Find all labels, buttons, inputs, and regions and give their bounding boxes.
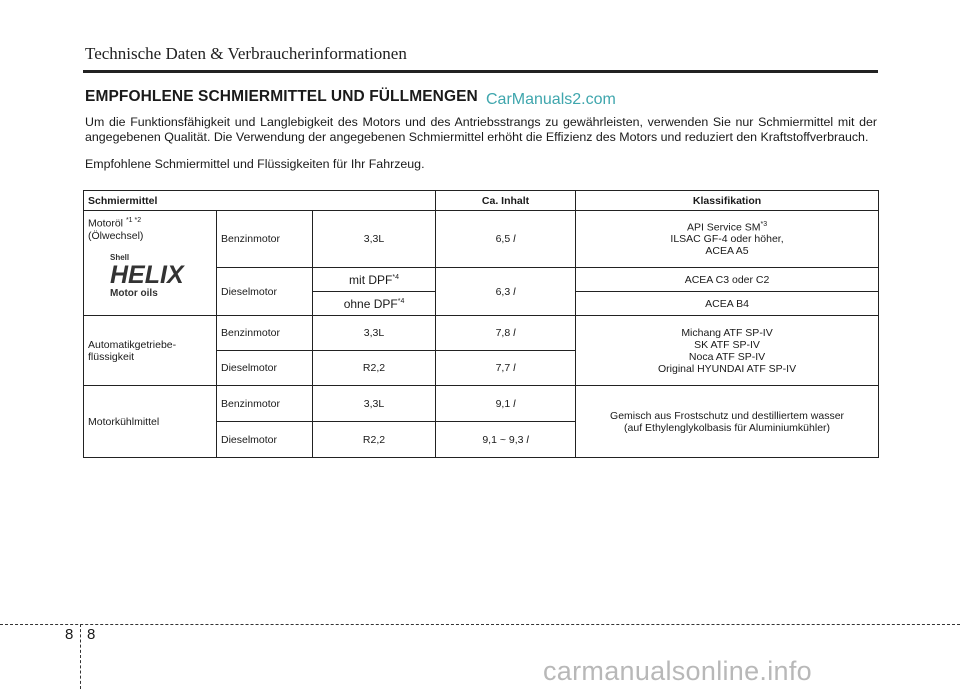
header-rule (83, 70, 878, 73)
section-title: EMPFOHLENE SCHMIERMITTEL UND FÜLLMENGEN (85, 88, 478, 105)
footer-divider (80, 624, 81, 689)
engine-oil-diesel-capacity: 6,3 l (436, 268, 576, 316)
watermark-top: CarManuals2.com (486, 91, 616, 108)
coolant-diesel-capacity: 9,1 ~ 9,3 l (436, 422, 576, 458)
header-lubricant: Schmiermittel (84, 191, 436, 211)
engine-oil-diesel-engine: Dieselmotor (217, 268, 313, 316)
shell-helix-logo (88, 250, 188, 300)
coolant-gasoline-capacity: 9,1 l (436, 386, 576, 422)
atf-diesel-engine: Dieselmotor (217, 351, 313, 386)
intro-paragraph: Um die Funktionsfähigkeit und Langlebigkeit des Motors und des Antriebsstrangs zu gewährleisten, verwenden Sie nur Schmiermittel mit der angegebenen Qualität. Die Verwendung der angegebenen Schmiermittel erhöht die Effizienz des Motors und reduziert den Kraftstoffverbrauch. (85, 115, 877, 144)
page-header-title: Technische Daten & Verbraucherinformationen (85, 44, 407, 63)
table-header-row (84, 191, 879, 211)
coolant-class: Gemisch aus Frostschutz und destilliertem wasser (auf Ethylenglykolbasis für Aluminiumkühler) (576, 386, 879, 458)
coolant-label: Motorkühlmittel (84, 386, 217, 458)
atf-gasoline-capacity: 7,8 l (436, 316, 576, 351)
coolant-gasoline-engine: Benzinmotor (217, 386, 313, 422)
lubricant-table (83, 190, 879, 458)
engine-oil-gasoline-engine: Benzinmotor (217, 211, 313, 268)
atf-label: Automatikgetriebe- flüssigkeit (84, 316, 217, 386)
coolant-diesel-engine: Dieselmotor (217, 422, 313, 458)
atf-gasoline-engine: Benzinmotor (217, 316, 313, 351)
engine-oil-dpf-without-class: ACEA B4 (576, 292, 879, 316)
table-row (84, 316, 879, 351)
coolant-diesel-size: R2,2 (313, 422, 436, 458)
engine-oil-cell (84, 211, 217, 316)
coolant-gasoline-size: 3,3L (313, 386, 436, 422)
page-number: 8 (87, 626, 96, 643)
table-row (84, 386, 879, 422)
atf-class: Michang ATF SP-IV SK ATF SP-IV Noca ATF SP-IV Original HYUNDAI ATF SP-IV (576, 316, 879, 386)
svg-text:Motor oils: Motor oils (110, 287, 158, 299)
engine-oil-gasoline-size: 3,3L (313, 211, 436, 268)
engine-oil-dpf-with-class: ACEA C3 oder C2 (576, 268, 879, 292)
chapter-number: 8 (65, 626, 74, 643)
watermark-bottom: carmanualsonline.info (543, 656, 812, 686)
engine-oil-gasoline-class: API Service SM$^{*3}$ ILSAC GF-4 oder höher, ACEA A5 (576, 211, 879, 268)
engine-oil-dpf-with: mit DPF$^{*4}$ (313, 268, 436, 292)
header-classification: Klassifikation (576, 191, 879, 211)
svg-text:Shell: Shell (110, 252, 130, 262)
footer-rule (0, 624, 960, 625)
engine-oil-gasoline-capacity: 6,5 l (436, 211, 576, 268)
atf-diesel-capacity: 7,7 l (436, 351, 576, 386)
atf-gasoline-size: 3,3L (313, 316, 436, 351)
engine-oil-sublabel: (Ölwechsel) (88, 229, 144, 242)
header-capacity: Ca. Inhalt (436, 191, 576, 211)
atf-diesel-size: R2,2 (313, 351, 436, 386)
engine-oil-dpf-without: ohne DPF$^{*4}$ (313, 292, 436, 316)
intro-line: Empfohlene Schmiermittel und Flüssigkeiten für Ihr Fahrzeug. (85, 157, 425, 171)
engine-oil-label: Motoröl $^{*1}$ $^{*2}$ (88, 217, 142, 230)
table-row (84, 211, 879, 268)
svg-text:HELIX: HELIX (110, 260, 184, 289)
